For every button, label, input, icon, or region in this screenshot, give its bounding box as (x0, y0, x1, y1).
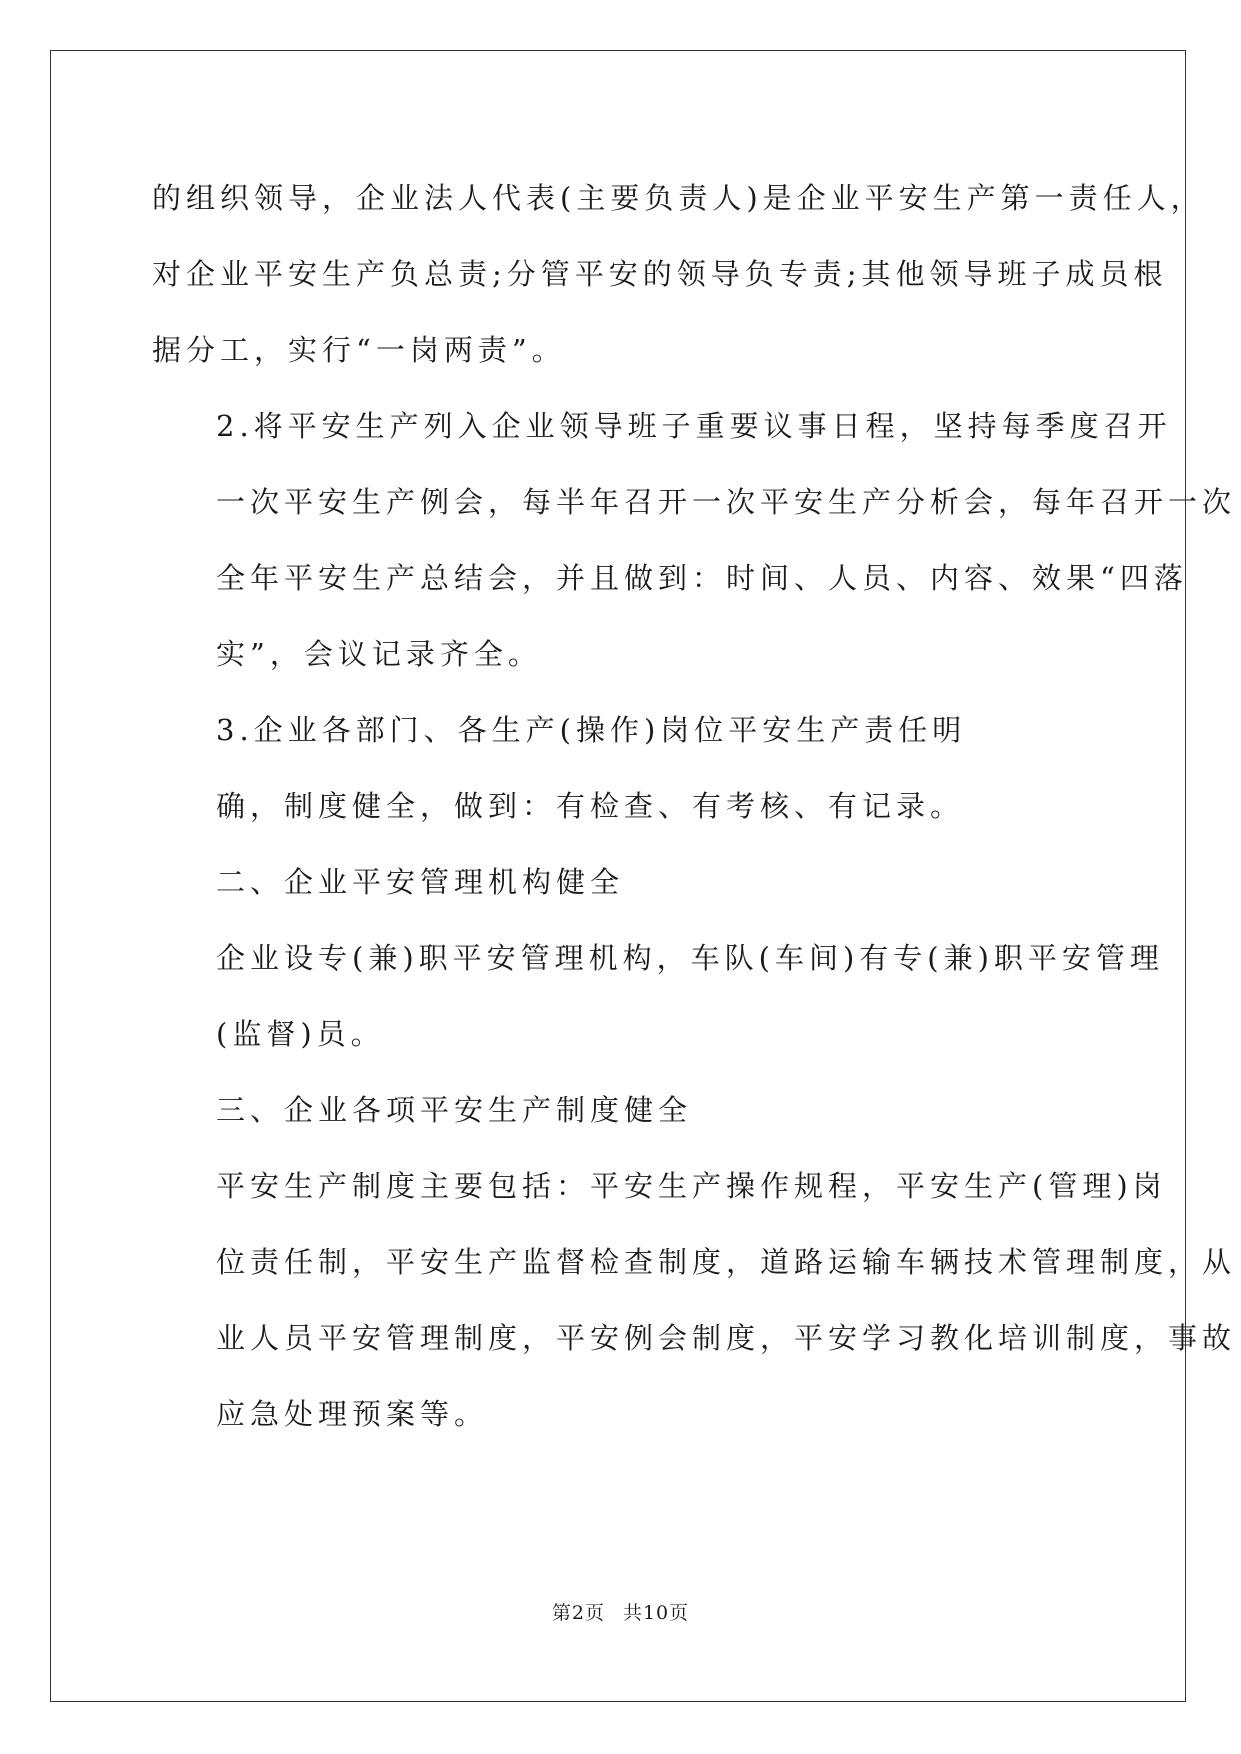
text-line: 对企业平安生产负总责;分管平安的领导负专责;其他领导班子成员根 (152, 257, 1168, 291)
paragraph (152, 920, 1164, 1072)
text-line: 应急处理预案等。 (216, 1397, 489, 1431)
paragraph (152, 768, 1092, 844)
text-line: 业人员平安管理制度，平安例会制度，平安学习教化培训制度，事故 (216, 1321, 1237, 1355)
text-line: 3.企业各部门、各生产(操作)岗位平安生产责任明 (216, 713, 967, 747)
text-line: 据分工，实行“一岗两责”。 (152, 333, 566, 367)
text-line: 一次平安生产例会，每半年召开一次平安生产分析会，每年召开一次 (216, 485, 1237, 519)
text-line: 三、企业各项平安生产制度健全 (216, 1093, 693, 1127)
paragraph (152, 1148, 1237, 1452)
document-body (152, 160, 1237, 1452)
page-number: 第2页 (551, 1602, 605, 1624)
text-line: 确，制度健全，做到：有检查、有考核、有记录。 (216, 789, 965, 823)
text-line: 二、企业平安管理机构健全 (216, 865, 625, 899)
text-line: 的组织领导，企业法人代表(主要负责人)是企业平安生产第一责任人， (152, 181, 1205, 215)
page-footer (0, 1598, 1241, 1625)
text-line: 平安生产制度主要包括：平安生产操作规程，平安生产(管理)岗 (216, 1169, 1167, 1203)
text-line: 企业设专(兼)职平安管理机构，车队(车间)有专(兼)职平安管理 (216, 941, 1164, 975)
page-total: 共10页 (622, 1602, 690, 1624)
text-line: 2.将平安生产列入企业领导班子重要议事日程，坚持每季度召开 (216, 409, 1172, 443)
text-line: (监督)员。 (216, 1017, 385, 1051)
paragraph (152, 388, 1237, 692)
paragraph (152, 844, 1092, 920)
paragraph (152, 1072, 1092, 1148)
paragraph (152, 692, 1092, 768)
paragraph (152, 160, 1205, 388)
text-line: 位责任制，平安生产监督检查制度，道路运输车辆技术管理制度，从 (216, 1245, 1237, 1279)
text-line: 实”，会议记录齐全。 (216, 637, 542, 671)
text-line: 全年平安生产总结会，并且做到：时间、人员、内容、效果“四落 (216, 561, 1188, 595)
